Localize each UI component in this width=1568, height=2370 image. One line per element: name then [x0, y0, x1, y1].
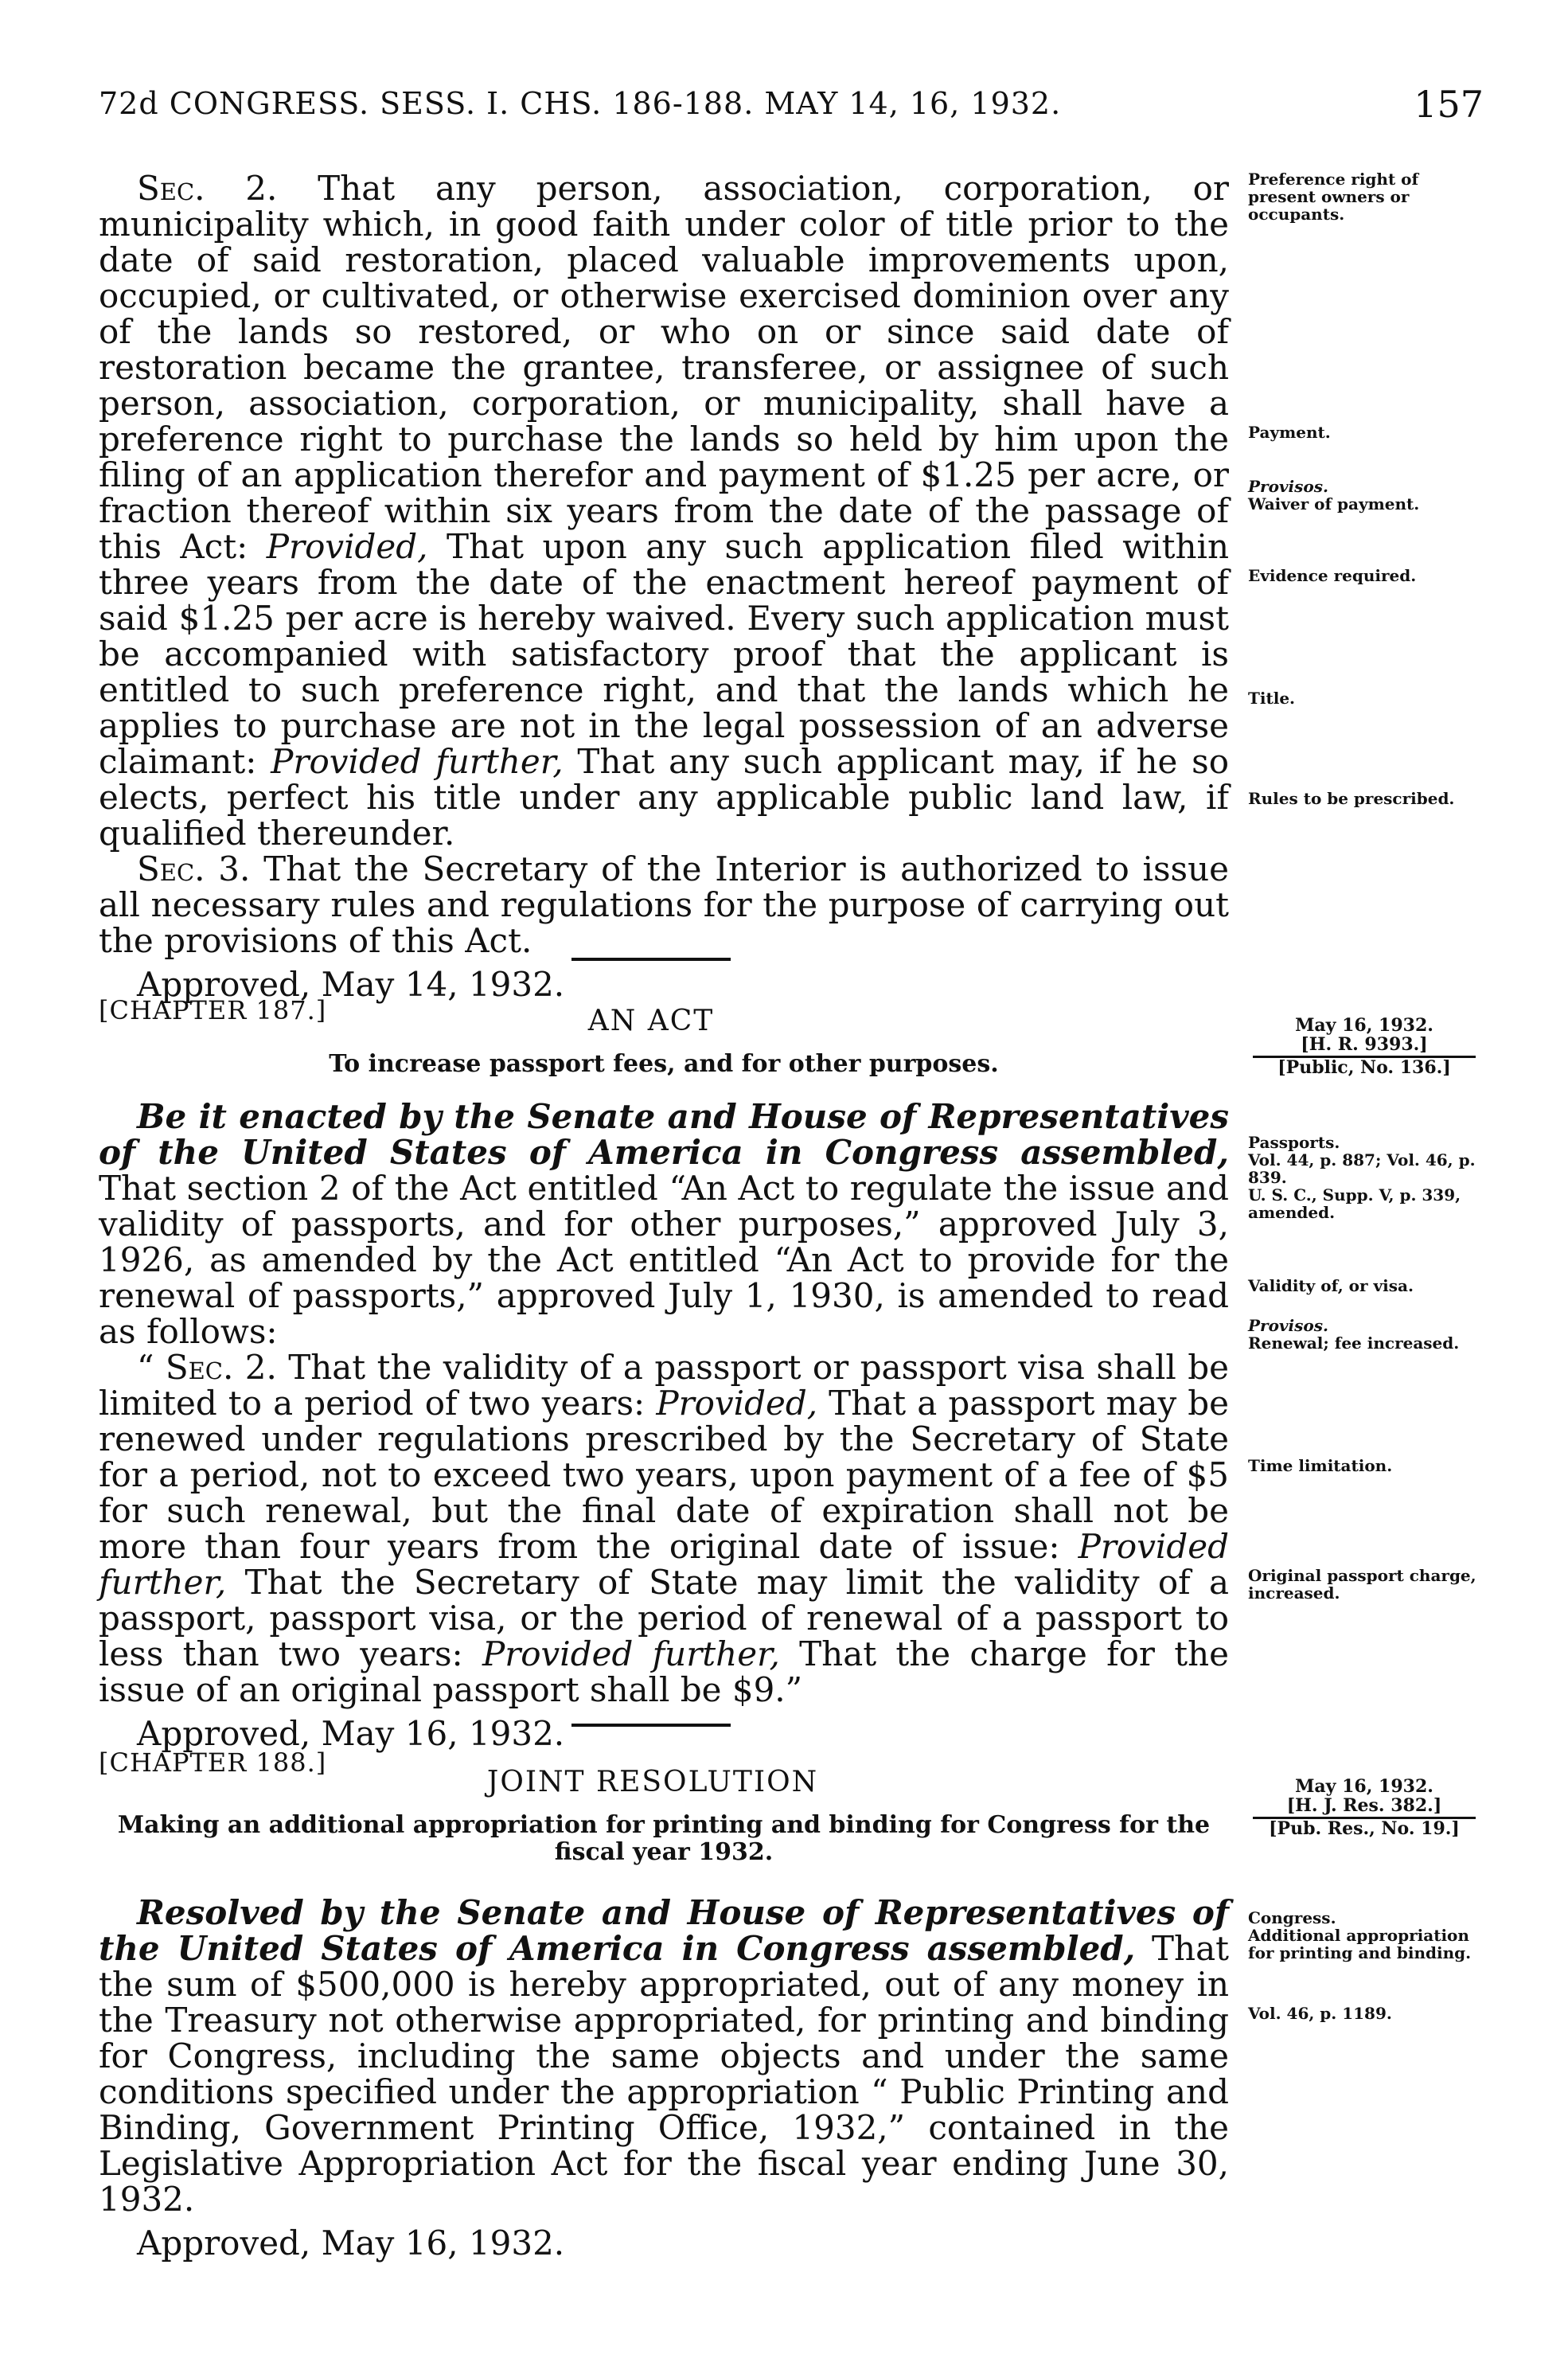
chapter-186-body [99, 170, 1229, 1002]
ch186-approved: Approved, May 14, 1932. [137, 965, 565, 1004]
ch187-public-law: [Public, No. 136.] [1277, 1057, 1451, 1078]
ch187-proviso-1: Provided, [656, 1384, 818, 1423]
margin-note-original-passport: Original passport charge, increased. [1248, 1566, 1476, 1603]
ch187-proviso-3: Provided further, [482, 1634, 780, 1673]
margin-note-preference: Preference right of present owners or occupants. [1248, 170, 1419, 224]
margin-waiver: Waiver of payment. [1248, 494, 1420, 513]
ch188-bill: [H. J. Res. 382.] [1286, 1795, 1442, 1816]
margin-passports-usc: U. S. C., Supp. V, p. 339, amended. [1248, 1185, 1461, 1222]
ch187-text-5: That the charge for the issue of an original passport shall be $9.” [99, 1634, 1230, 1709]
ch188-subtitle: Making an additional appropriation for printing and binding for Congress for the fiscal year 1932. [117, 1811, 1211, 1866]
chapter-188-body [99, 1895, 1229, 2261]
running-head-text: 72d CONGRESS. SESS. I. CHS. 186-188. MAY 14, 16, 1932. [99, 86, 1062, 121]
margin-congress-label: Congress. [1248, 1908, 1336, 1927]
ch188-resolution-title: JOINT RESOLUTION [486, 1766, 819, 1798]
margin-note-title: Title. [1248, 689, 1296, 708]
ch186-sec2-text-2: That upon any such application filed within three years from the date of the enactment hereof payment of said $1.25 per acre is hereby waived. Every such application must be accompanied with satisfactory proof that the applicant is entitled to such preference right, and that the lands which he applies to purchase are not in the legal possession of an adverse claimant: [99, 527, 1229, 781]
running-header [99, 83, 1484, 131]
ch187-date-block [1242, 1016, 1487, 1077]
ch188-approved: Approved, May 16, 1932. [137, 2224, 565, 2263]
ch188-resolving-paragraph [99, 1895, 1229, 2217]
margin-note-time-limitation: Time limitation. [1248, 1456, 1393, 1475]
ch187-text-1: That section 2 of the Act entitled “An Act to regulate the issue and validity of passports, and for other purposes,” approved July 3, 1926, as amended by the Act entitled “An Act to provide for the renewal of passports,” approved July 1, 1930, is amended to read as follows: [99, 1169, 1229, 1351]
margin-note-validity: Validity of, or visa. [1248, 1276, 1414, 1295]
margin-note-vol-46: Vol. 46, p. 1189. [1248, 2004, 1392, 2023]
ch188-date-block [1242, 1777, 1487, 1838]
margin-passports-vol: Vol. 44, p. 887; Vol. 46, p. 839. [1248, 1150, 1476, 1187]
ch187-text-3: That a passport may be renewed under regulations prescribed by the Secretary of State for a period, not to exceed two years, upon payment of a fee of $5 for such renewal, but the final date of expiration shall not be more than four years from the original date of issue: [99, 1384, 1230, 1566]
ch186-proviso-2: Provided further, [271, 742, 564, 781]
margin-note-passports [1248, 1134, 1487, 1221]
ch187-subtitle: To increase passport fees, and for other purposes. [329, 1050, 999, 1078]
ch188-public-resolution: [Pub. Res., No. 19.] [1269, 1818, 1460, 1839]
ch187-bill: [H. R. 9393.] [1301, 1034, 1428, 1055]
margin-note-provisos-2 [1248, 1317, 1487, 1352]
margin-passports-label: Passports. [1248, 1133, 1340, 1152]
ch187-text-2: That the validity of a passport or passport visa shall be limited to a period of two years: [99, 1348, 1229, 1423]
ch187-text-4: That the Secretary of State may limit the validity of a passport, passport visa, or the period of renewal of a passport to less than two years: [99, 1563, 1229, 1673]
ch187-proviso-2: Provided further, [99, 1527, 1229, 1602]
margin-provisos-label: Provisos. [1248, 477, 1328, 496]
margin-renewal: Renewal; fee increased. [1248, 1333, 1460, 1353]
ch187-act-title: AN ACT [587, 1005, 715, 1037]
margin-note-congress [1248, 1909, 1487, 1962]
ch187-sec2-label: “ Sec. 2. [137, 1348, 277, 1387]
chapter-187-body [99, 1099, 1229, 1751]
separator-rule-1 [571, 958, 731, 961]
margin-additional-appropriation: Additional appropriation for printing and binding. [1248, 1926, 1472, 1962]
ch186-sec2-text: That any person, association, corporation, or municipality which, in good faith under color of title prior to the date of said restoration, placed valuable improvements upon, occupied, or cultivated, or otherwise exercised dominion over any of the lands so restored, or who on or since said date of restoration became the grantee, transferee, or assignee of such person, association, corporation, or municipality, shall have a preference right to purchase the lands so held by him upon the filing of an application therefor and payment of $1.25 per acre, or fraction thereof within six years from the date of the passage of this Act: [99, 169, 1229, 566]
ch187-enacting-paragraph [99, 1099, 1229, 1349]
page-number: 157 [1414, 83, 1484, 126]
ch186-section-2 [99, 170, 1229, 851]
ch188-chapter-label: [CHAPTER 188.] [99, 1747, 327, 1778]
ch186-sec2-label: Sec. 2. [137, 169, 278, 208]
ch186-sec3-label: Sec. 3. [137, 849, 251, 888]
separator-rule-2 [571, 1724, 731, 1727]
ch187-section-2 [99, 1349, 1229, 1708]
ch187-enacting-clause: Be it enacted by the Senate and House of Representatives of the United States of America in Congress assembled, [99, 1097, 1229, 1172]
margin-note-payment: Payment. [1248, 423, 1331, 442]
ch187-chapter-label: [CHAPTER 187.] [99, 995, 327, 1025]
margin-provisos-label-2: Provisos. [1248, 1316, 1328, 1335]
ch188-resolving-clause: Resolved by the Senate and House of Representatives of the United States of America in Congress assembled, [99, 1893, 1229, 1968]
ch186-sec2-text-3: That any such applicant may, if he so elects, perfect his title under any applicable public land law, if qualified thereunder. [99, 742, 1230, 853]
ch186-sec3-text: That the Secretary of the Interior is authorized to issue all necessary rules and regulations for the purpose of carrying out the provisions of this Act. [99, 849, 1229, 960]
ch187-date: May 16, 1932. [1295, 1015, 1433, 1036]
margin-note-provisos-1 [1248, 478, 1487, 513]
ch187-approved: Approved, May 16, 1932. [137, 1714, 565, 1753]
ch188-date: May 16, 1932. [1295, 1776, 1433, 1797]
ch188-text: That the sum of $500,000 is hereby appropriated, out of any money in the Treasury not otherwise appropriated, for printing and binding for Congress, including the same objects and under the same conditions specified under the appropriation “ Public Printing and Binding, Government Printing Office, 1932,” contained in the Legislative Appropriation Act for the fiscal year ending June 30, 1932. [99, 1929, 1229, 2219]
ch186-section-3 [99, 851, 1229, 959]
ch186-proviso-1: Provided, [266, 527, 428, 566]
margin-note-evidence: Evidence required. [1248, 566, 1417, 585]
margin-note-rules: Rules to be prescribed. [1248, 789, 1455, 808]
